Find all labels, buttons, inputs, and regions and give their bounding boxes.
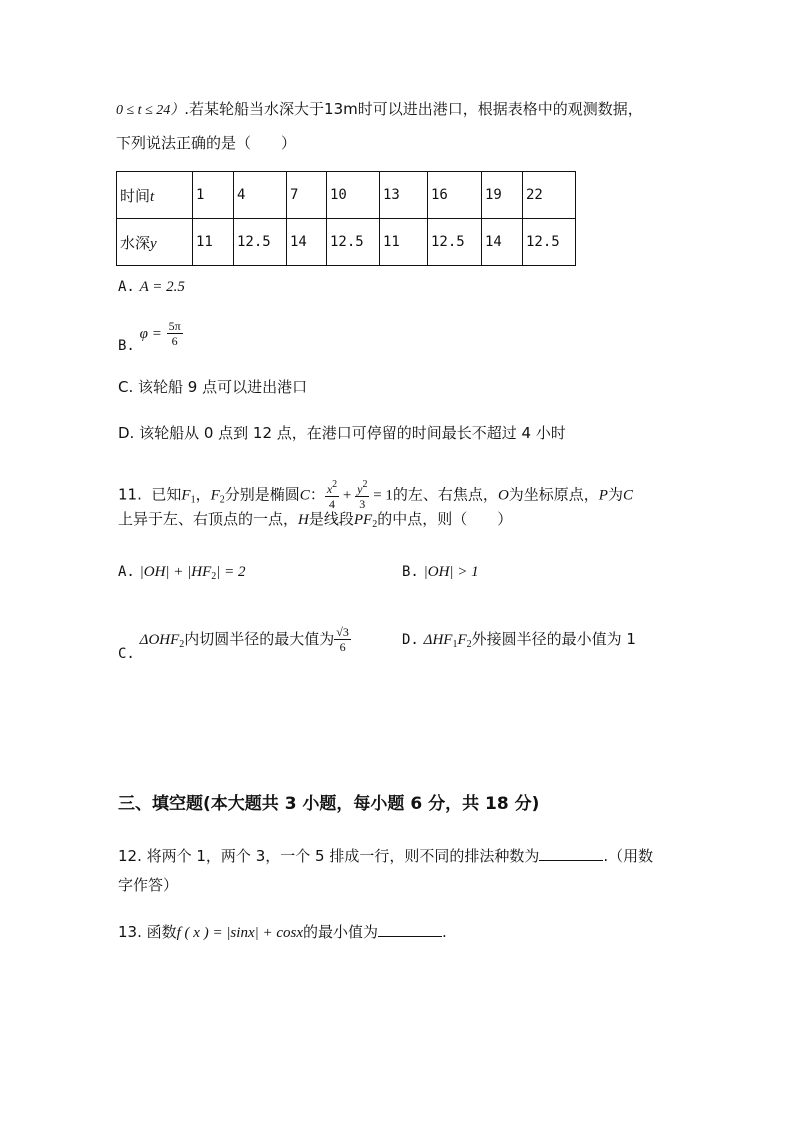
table-cell: 10 (327, 172, 380, 219)
ellipse-x-fraction: $\frac{x^2}{4}$ (326, 479, 338, 511)
q11-option-c: C. $\Delta OHF_2$内切圆半径的最大值为 $\frac{√3}{6}$ (118, 625, 349, 662)
table-cell: 11 (380, 219, 428, 266)
q10-option-b: B. φ = $\frac{5\pi}{6}$ (118, 319, 181, 354)
table-header-depth: 水深y (117, 219, 193, 266)
q10-time-range: 0 ≤ t ≤ 24） (116, 103, 185, 118)
q10-intro-line (116, 102, 643, 118)
q11-option-d: D. $\Delta HF_1F_2$外接圆半径的最小值为 1 (402, 630, 636, 650)
table-cell: 19 (482, 172, 523, 219)
table-cell: 4 (234, 172, 287, 219)
table-cell: 16 (428, 172, 482, 219)
q12-answer-blank[interactable] (539, 848, 603, 861)
ellipse-y-fraction: $\frac{y^2}{3}$ (357, 479, 368, 511)
table-row-depth (117, 219, 576, 266)
q10-option-c: C. 该轮船 9 点可以进出港口 (118, 378, 308, 396)
table-cell: 22 (523, 172, 576, 219)
section-title-fill-in: 三、填空题(本大题共 3 小题，每小题 6 分，共 18 分) (118, 794, 540, 814)
q11-line-2: 上异于左、右顶点的一点，H是线段$PF_2$的中点，则（ ） (118, 510, 513, 530)
q10-option-a: A. A = 2.5 (118, 279, 185, 295)
q11-option-a: A. $|OH| + |HF_2| = 2$ (118, 564, 246, 582)
observation-table (116, 171, 576, 266)
table-row-time (117, 172, 576, 219)
table-header-time: 时间t (117, 172, 193, 219)
table-cell: 1 (193, 172, 234, 219)
q10-option-d: D. 该轮船从 0 点到 12 点，在港口可停留的时间最长不超过 4 小时 (118, 424, 566, 442)
table-cell: 13 (380, 172, 428, 219)
option-b-fraction: $\frac{5\pi}{6}$ (168, 319, 181, 348)
q12-line-1: 12. 将两个 1，两个 3，一个 5 排成一行，则不同的排法种数为 .（用数 (118, 847, 654, 865)
table-cell: 12.5 (428, 219, 482, 266)
table-cell: 14 (287, 219, 327, 266)
table-cell: 12.5 (327, 219, 380, 266)
q13-line: 13. 函数f ( x ) = |sinx| + cosx的最小值为 . (118, 923, 447, 941)
q12-line-2: 字作答） (118, 876, 179, 894)
option-c-fraction: $\frac{√3}{6}$ (336, 625, 349, 654)
q11-line-1: 11. 已知$F_1$，$F_2$分别是椭圆C： $\frac{x^2}{4}$ + $\frac{y^2}{3}$ = 1的左、右焦点，O为坐标原点，P为C (118, 479, 633, 511)
table-cell: 12.5 (523, 219, 576, 266)
q13-answer-blank[interactable] (378, 924, 442, 937)
q10-intro-text: .若某轮船当水深大于13m时可以进出港口，根据表格中的观测数据， (184, 100, 643, 118)
table-cell: 11 (193, 219, 234, 266)
table-cell: 7 (287, 172, 327, 219)
table-cell: 14 (482, 219, 523, 266)
table-cell: 12.5 (234, 219, 287, 266)
q11-option-b: B. |OH| > 1 (402, 564, 479, 580)
q10-question-line: 下列说法正确的是（ ） (116, 134, 297, 152)
